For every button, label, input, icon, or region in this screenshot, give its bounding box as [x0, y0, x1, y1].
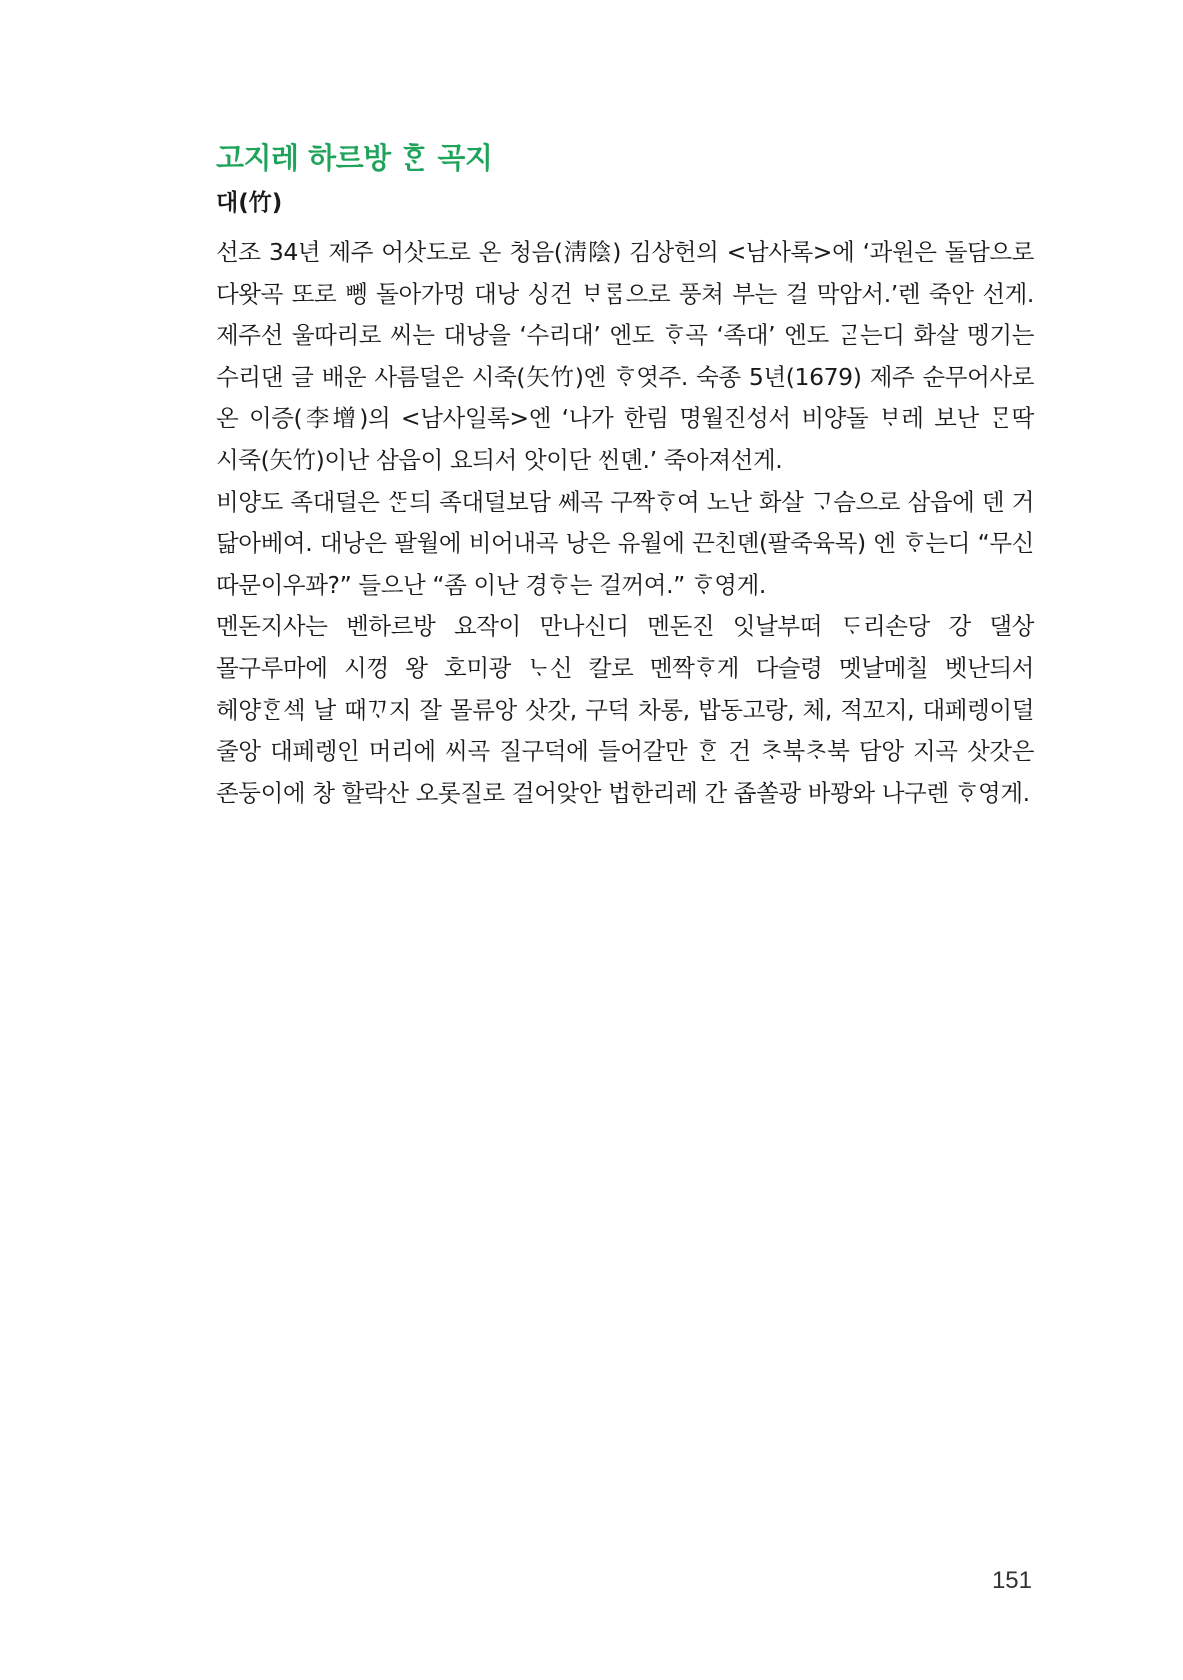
page-number: 151	[991, 1567, 1032, 1594]
paragraph: 비양도 족대덜은 ᄯᆞᆫ듸 족대덜보담 쎄곡 구짝ᄒᆞ여 노난 화살 ᄀᆞ슴으로 삼읍에 덴 거 닮아베여. 대낭은 팔월에 비어내곡 낭은 유월에 끈친뎬(팔죽육목) 엔 ᄒᆞ는디 “무신 따문이우꽈?” 들으난 “좀 이난 경ᄒᆞ는 걸꺼여.” ᄒᆞ영게.	[216, 487, 1034, 599]
paragraph: 멘돈지사는 벤하르방 요작이 만나신디 멘돈진 잇날부떠 ᄃᆞ리손당 강 댈상 몰구루마에 시껑 왕 호미광 ᄂᆞ신 칼로 멘짝ᄒᆞ게 다슬령 멧날메칠 벳난듸서 헤양ᄒᆞᆫ섹 날 때ᄁᆞ지 잘 몰류앙 삿갓, 구덕 차롱, 밥동고랑, 체, 적꼬지, 대페렝이덜 줄앙 대페렝인 머리에 씨곡 질구덕에 들어갈만 ᄒᆞᆫ 건 ᄎᆞ북ᄎᆞ북 담앙 지곡 삿갓은 존둥이에 창 할락산 오롯질로 걸어앚안 법한리레 간 좁쏠광 바꽝와 나구렌 ᄒᆞ영게.	[216, 612, 1034, 807]
body-text	[216, 232, 1034, 814]
section-title: 고지레 하르방 ᄒᆞᆫ 곡지	[216, 141, 493, 175]
paragraph: 선조 34년 제주 어삿도로 온 청음(淸陰) 김상헌의 <남사록>에 ‘과원은 돌담으로 다왓곡 또로 뼁 돌아가멍 대낭 싱건 ᄇᆞᄅᆞᆷ으로 풍쳐 부는 걸 막암서.’렌 죽안 선게. 제주선 울따리로 씨는 대낭을 ‘수리대’ 엔도 ᄒᆞ곡 ‘족대’ 엔도 ᄀᆞᆮ는디 화살 멩기는 수리댄 글 배운 사름덜은 시죽(矢竹)엔 ᄒᆞ엿주. 숙종 5년(1679) 제주 순무어사로 온 이증(李增)의 <남사일록>엔 ‘나가 한림 명월진성서 비양돌 ᄇᆞ레 보난 ᄆᆞᆫ딱 시죽(矢竹)이난 삼읍이 요듸서 앗이단 씬뎬.’ 죽아져선게.	[216, 238, 1034, 474]
subheading: 대(竹)	[216, 190, 283, 216]
